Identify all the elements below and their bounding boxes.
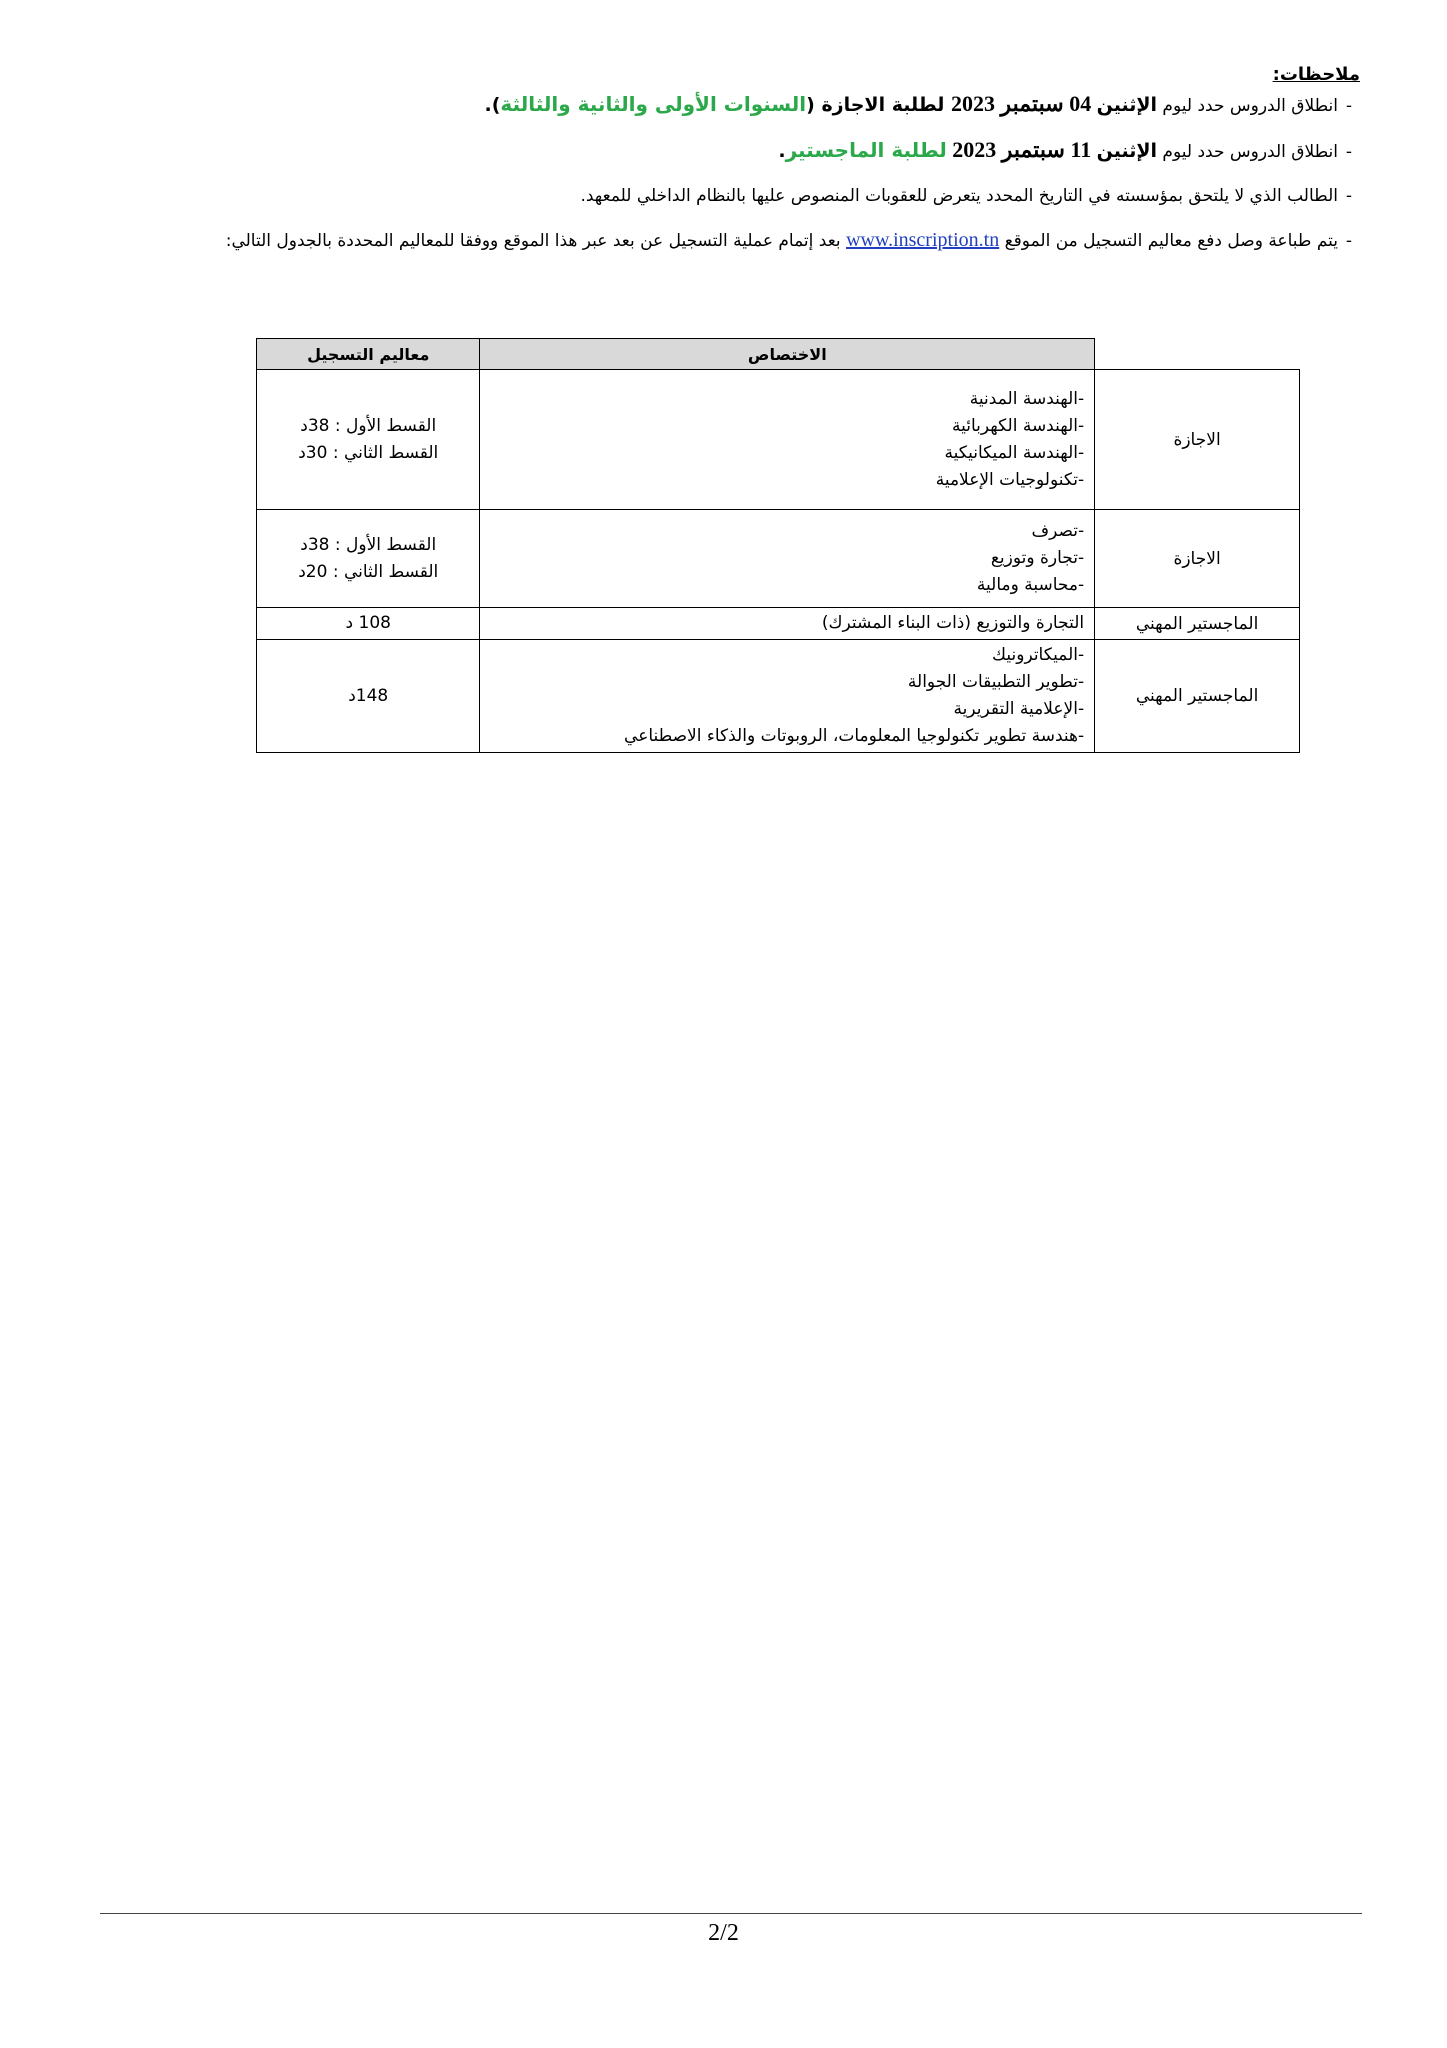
degree-cell: الماجستير المهني (1095, 608, 1300, 640)
bullet-dash: - (1345, 142, 1353, 162)
specialty-item: التجارة والتوزيع (ذات البناء المشترك) (821, 613, 1085, 633)
note-text: الطالب الذي لا يلتحق بمؤسسته في التاريخ المحدد يتعرض للعقوبات المنصوص عليها بالنظام الداخلي للمعهد. (580, 186, 1338, 206)
fee-cell (257, 608, 480, 640)
specialty-item: -الميكاترونيك (992, 645, 1085, 665)
fee-cell (257, 370, 480, 510)
note-date: 04 سبتمبر 2023 (951, 91, 1092, 116)
header-fees: معاليم التسجيل (257, 339, 480, 370)
note-text-end: . (778, 140, 786, 162)
degree-cell: الاجازة (1095, 510, 1300, 608)
note-master-start (120, 137, 1360, 165)
table-row (257, 640, 1300, 753)
fee-item: القسط الأول : 38د (300, 415, 437, 436)
specialty-item: -هندسة تطوير تكنولوجيا المعلومات، الروبوتات والذكاء الاصطناعي (624, 726, 1085, 746)
header-specialty: الاختصاص (480, 339, 1095, 370)
fee-item: القسط الثاني : 20د (298, 561, 439, 582)
footer-divider (100, 1913, 1362, 1914)
specialty-item: -محاسبة ومالية (976, 575, 1085, 595)
notes-title: ملاحظات: (1272, 64, 1360, 85)
header-empty-cell (1095, 339, 1300, 370)
note-day: الإثنين (1096, 140, 1158, 162)
specialty-item: -الهندسة الميكانيكية (944, 442, 1085, 463)
specialty-item: -الهندسة الكهربائية (952, 415, 1085, 436)
note-text-end: ). (484, 94, 501, 116)
specialty-cell (480, 510, 1095, 608)
note-text-end: بعد إتمام عملية التسجيل عن بعد عبر هذا الموقع ووفقا للمعاليم المحددة بالجدول التالي: (225, 231, 847, 251)
note-text: انطلاق الدروس حدد ليوم (1157, 96, 1338, 116)
note-text: انطلاق الدروس حدد ليوم (1157, 142, 1338, 162)
degree-cell: الاجازة (1095, 370, 1300, 510)
specialty-item: -تكنولوجيات الإعلامية (935, 469, 1085, 490)
note-payment (120, 227, 1360, 254)
fees-table (256, 338, 1300, 753)
fee-item: 148د (348, 685, 389, 706)
table-row (257, 608, 1300, 640)
bullet-dash: - (1345, 231, 1353, 251)
fee-cell (257, 640, 480, 753)
fee-item: 108 د (345, 613, 391, 633)
specialty-item: -تجارة وتوزيع (990, 548, 1085, 568)
specialty-item: -تطوير التطبيقات الجوالة (907, 672, 1085, 692)
specialty-cell (480, 640, 1095, 753)
table-header-row (257, 339, 1300, 370)
table-row (257, 370, 1300, 510)
specialty-item: -الهندسة المدنية (969, 388, 1085, 409)
inscription-link[interactable]: www.inscription.tn (846, 229, 1000, 251)
note-day: الإثنين (1096, 94, 1158, 116)
bullet-dash: - (1345, 186, 1353, 206)
page-number: 2/2 (708, 1920, 739, 1946)
note-highlight: السنوات الأولى والثانية والثالثة (500, 92, 807, 116)
specialty-item: -الإعلامية التقريرية (953, 699, 1085, 719)
note-highlight: لطلبة الماجستير (785, 138, 947, 162)
specialty-cell (480, 608, 1095, 640)
fee-cell (257, 510, 480, 608)
note-text: يتم طباعة وصل دفع معاليم التسجيل من الموقع (999, 231, 1338, 251)
notes-section (120, 64, 1360, 272)
note-date: 11 سبتمبر 2023 (952, 137, 1092, 162)
note-text-bold: لطلبة الاجازة ( (806, 94, 951, 116)
degree-cell: الماجستير المهني (1095, 640, 1300, 753)
fee-item: القسط الأول : 38د (300, 534, 437, 555)
note-licence-start (120, 91, 1360, 119)
specialty-cell (480, 370, 1095, 510)
specialty-item: -تصرف (1031, 521, 1085, 541)
bullet-dash: - (1345, 96, 1353, 116)
note-late-penalty (120, 183, 1360, 209)
table-row (257, 510, 1300, 608)
fee-item: القسط الثاني : 30د (298, 442, 439, 463)
